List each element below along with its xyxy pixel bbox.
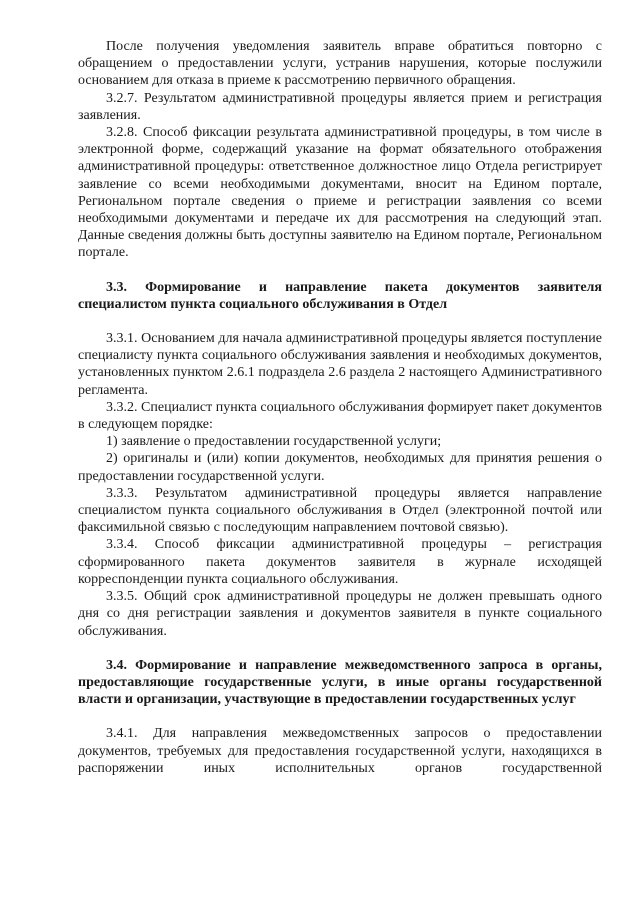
section-heading-3-4: 3.4. Формирование и направление межведомственного запроса в органы, предоставляющие государственные услуги, в иные органы государственной власти и организации, участвующие в предоставлении государственных услуг xyxy=(78,657,602,708)
paragraph-3-3-3: 3.3.3. Результатом административной процедуры является направление специалистом пункта социального обслуживания в Отдел (электронной почтой или факсимильной связью с последующим направлением почтовой связью). xyxy=(78,485,602,536)
paragraph-3-3-5: 3.3.5. Общий срок административной процедуры не должен превышать одного дня со дня регистрации заявления и документов заявителя в пункте социального обслуживания. xyxy=(78,589,602,639)
paragraph-3-3-2: 3.3.2. Специалист пункта социального обслуживания формирует пакет документов в следующем порядке: xyxy=(78,399,602,433)
document-body xyxy=(78,38,602,777)
paragraph-3-2-7: 3.2.7. Результатом административной процедуры является прием и регистрация заявления. xyxy=(78,90,602,123)
list-item-1: 1) заявление о предоставлении государственной услуги; xyxy=(106,434,442,450)
paragraph-3-2-8: 3.2.8. Способ фиксации результата административной процедуры, в том числе в электронной форме, содержащий указание на формат обязательного отображения административной процедуры: ответственное должностное лицо Отдела регистрирует заявление со всеми необходимыми документами, вносит на Едином портале, Региональном портале сведения о приеме и регистрации заявления со всеми необходимыми документами и передаче их для рассмотрения на следующий этап. Данные сведения должны быть доступны заявителю на Едином портале, Региональном портале. xyxy=(78,125,602,261)
list-item-2: 2) оригиналы и (или) копии документов, необходимых для принятия решения о предоставлении государственной услуги. xyxy=(78,451,602,484)
paragraph-reapply: После получения уведомления заявитель вправе обратиться повторно с обращением о предоставлении услуги, устранив нарушения, которые послужили основанием для отказа в приеме к рассмотрению первичного обращения. xyxy=(78,39,602,89)
paragraph-3-3-4: 3.3.4. Способ фиксации административной процедуры – регистрация сформированного пакета документов заявителя в журнале исходящей корреспонденции пункта социального обслуживания. xyxy=(78,537,602,587)
paragraph-3-3-1: 3.3.1. Основанием для начала административной процедуры является поступление специалисту пункта социального обслуживания заявления и необходимых документов, установленных пунктом 2.6.1 подраздела 2.6 раздела 2 настоящего Административного регламента. xyxy=(78,331,602,398)
paragraph-3-4-1: 3.4.1. Для направления межведомственных запросов о предоставлении документов, требуемых для предоставления государственной услуги, находящихся в распоряжении иных исполнительных органов государственной xyxy=(78,726,602,776)
section-heading-3-3: 3.3. Формирование и направление пакета документов заявителя специалистом пункта социального обслуживания в Отдел xyxy=(78,279,602,312)
